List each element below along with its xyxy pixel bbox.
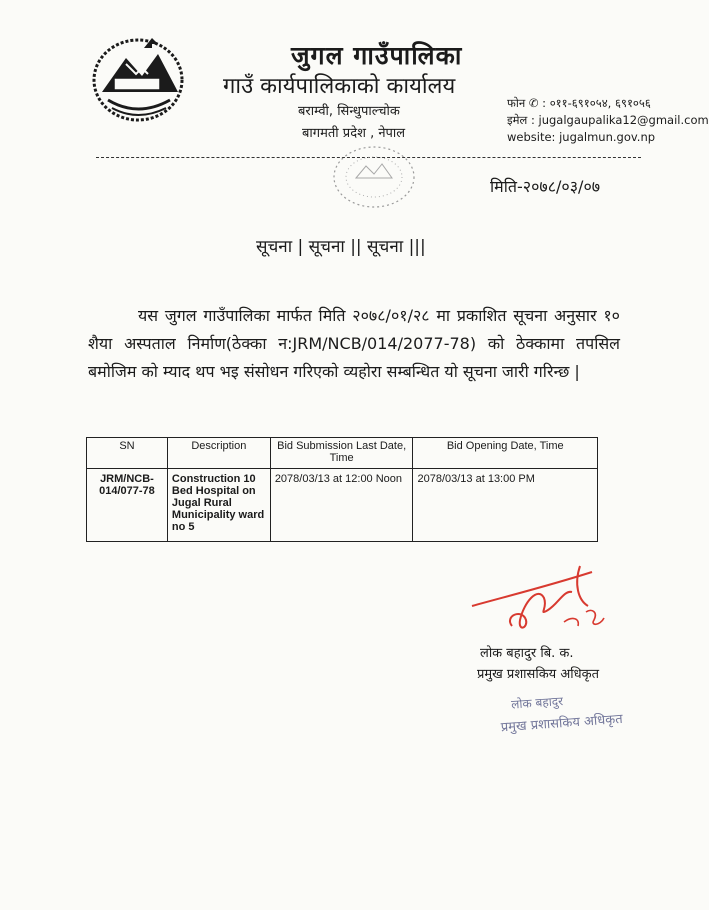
notice-date: मिति-२०७८/०३/०७ [490, 177, 601, 196]
address-line-2: बागमती प्रदेश , नेपाल [302, 126, 406, 141]
signatory-stamp [496, 682, 659, 743]
notice-body [88, 302, 620, 386]
handwritten-signature [468, 560, 638, 650]
notice-body-text: यस जुगल गाउँपालिका मार्फत मिति २०७८/०१/२८ मा प्रकाशित सूचना अनुसार १० शैया अस्पताल निर्माण(ठेक्का न:JRM/NCB/014/2077-78) को ठेक्कामा तपसिल बमोजिम को म्याद थप भइ संसोधन गरिएको व्यहोरा सम्बन्धित यो सूचना जारी गरिन्छ | [88, 306, 620, 381]
nepal-emblem-logo [86, 30, 190, 124]
svg-text:प्रमुख प्रशासकिय अधिकृत: प्रमुख प्रशासकिय अधिकृत [500, 711, 624, 736]
table-header-row [87, 438, 598, 469]
website-url: website: jugalmun.gov.np [507, 130, 656, 144]
submission-date-cell: 2078/03/13 at 12:00 Noon [270, 469, 413, 542]
faint-office-stamp [326, 142, 422, 212]
email-address: इमेल : jugalgaupalika12@gmail.com [507, 113, 709, 127]
municipality-name: जुगल गाउँपालिका [291, 41, 463, 70]
svg-text:लोक बहादुर: लोक बहादुर [510, 694, 564, 712]
phone-number: फोन ✆ : ०११-६९१०५४, ६९१०५६ [507, 96, 651, 110]
opening-date-cell: 2078/03/13 at 13:00 PM [413, 469, 598, 542]
bid-schedule-table [86, 437, 598, 542]
column-header: Bid Opening Date, Time [413, 438, 598, 469]
column-header: Description [167, 438, 270, 469]
contract-number-cell: JRM/NCB-014/077-78 [87, 469, 168, 542]
notice-heading: सूचना | सूचना || सूचना ||| [256, 237, 426, 257]
signatory-name: लोक बहादुर बि. क. [480, 646, 574, 661]
address-line-1: बराम्वी, सिन्धुपाल्चोक [298, 104, 400, 119]
table-row [87, 469, 598, 542]
description-cell: Construction 10 Bed Hospital on Jugal Rural Municipality ward no 5 [167, 469, 270, 542]
signatory-position: प्रमुख प्रशासकिय अधिकृत [477, 667, 600, 682]
office-name: गाउँ कार्यपालिकाको कार्यालय [223, 74, 456, 99]
column-header: SN [87, 438, 168, 469]
column-header: Bid Submission Last Date, Time [270, 438, 413, 469]
